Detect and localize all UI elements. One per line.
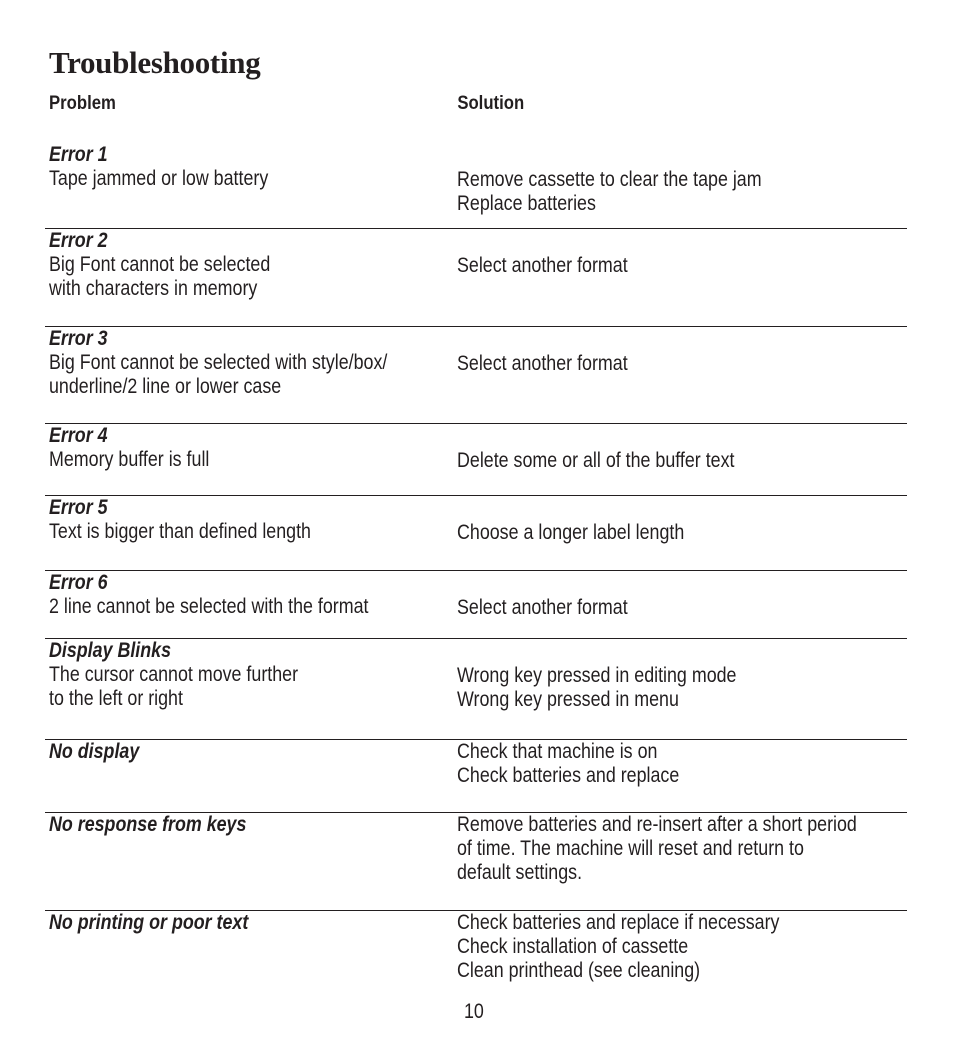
- problem-cell: [49, 911, 248, 935]
- solution-text: Select another format: [457, 352, 628, 375]
- problem-column-header: Problem: [49, 93, 116, 114]
- table-row: [45, 571, 907, 639]
- problem-text: Big Font cannot be selected: [49, 253, 271, 276]
- solution-cell: [457, 254, 628, 278]
- table-header: [49, 91, 806, 117]
- error-code: Error 1: [49, 143, 108, 166]
- error-code: Display Blinks: [49, 639, 172, 662]
- solution-text: Wrong key pressed in editing mode: [457, 664, 737, 687]
- error-code: Error 5: [49, 496, 108, 519]
- page-number: 10: [464, 1000, 484, 1023]
- problem-cell: [49, 740, 139, 764]
- solution-cell: [457, 352, 628, 376]
- problem-cell: [49, 813, 246, 837]
- page-title: Troubleshooting: [49, 45, 261, 80]
- solution-text: Replace batteries: [457, 192, 596, 215]
- table-row: [45, 143, 907, 229]
- solution-text: Check batteries and replace if necessary: [457, 911, 780, 934]
- solution-cell: [457, 911, 779, 983]
- solution-cell: [457, 813, 857, 885]
- table-row: [45, 327, 907, 424]
- solution-text: Select another format: [457, 596, 628, 619]
- solution-text: Check installation of cassette: [457, 935, 689, 958]
- solution-text: Wrong key pressed in menu: [457, 688, 679, 711]
- table-row: [45, 639, 907, 740]
- solution-text: Check batteries and replace: [457, 764, 680, 787]
- error-code: Error 4: [49, 424, 108, 447]
- error-code: No display: [49, 740, 140, 763]
- problem-cell: [49, 571, 369, 619]
- problem-cell: [49, 639, 298, 711]
- solution-cell: [457, 449, 734, 473]
- solution-text: of time. The machine will reset and return to: [457, 837, 804, 860]
- table-row: [45, 424, 907, 496]
- solution-text: Select another format: [457, 254, 628, 277]
- table-row: [45, 740, 907, 813]
- solution-text: default settings.: [457, 861, 583, 884]
- error-code: Error 6: [49, 571, 108, 594]
- problem-text: Memory buffer is full: [49, 448, 210, 471]
- problem-text: to the left or right: [49, 687, 183, 710]
- solution-text: Clean printhead (see cleaning): [457, 959, 701, 982]
- problem-cell: [49, 229, 270, 301]
- solution-cell: [457, 596, 628, 620]
- table-row: [45, 229, 907, 327]
- problem-text: The cursor cannot move further: [49, 663, 299, 686]
- table-row: [45, 813, 907, 911]
- solution-text: Choose a longer label length: [457, 521, 685, 544]
- solution-cell: [457, 168, 762, 216]
- problem-cell: [49, 424, 209, 472]
- table-row: [45, 496, 907, 571]
- problem-cell: [49, 327, 387, 399]
- solution-text: Remove batteries and re-insert after a short period: [457, 813, 857, 836]
- solution-text: Delete some or all of the buffer text: [457, 449, 735, 472]
- problem-cell: [49, 143, 268, 191]
- problem-text: Tape jammed or low battery: [49, 167, 269, 190]
- solution-text: Check that machine is on: [457, 740, 658, 763]
- solution-text: Remove cassette to clear the tape jam: [457, 168, 762, 191]
- error-code: No response from keys: [49, 813, 247, 836]
- solution-cell: [457, 664, 736, 712]
- problem-text: Big Font cannot be selected with style/box/: [49, 351, 388, 374]
- table-row: [45, 911, 907, 999]
- problem-text: underline/2 line or lower case: [49, 375, 282, 398]
- solution-column-header: Solution: [457, 93, 525, 114]
- problem-cell: [49, 496, 311, 544]
- solution-cell: [457, 740, 679, 788]
- error-code: No printing or poor text: [49, 911, 249, 934]
- error-code: Error 3: [49, 327, 108, 350]
- error-code: Error 2: [49, 229, 108, 252]
- problem-text: with characters in memory: [49, 277, 258, 300]
- problem-text: 2 line cannot be selected with the format: [49, 595, 369, 618]
- problem-text: Text is bigger than defined length: [49, 520, 311, 543]
- solution-cell: [457, 521, 684, 545]
